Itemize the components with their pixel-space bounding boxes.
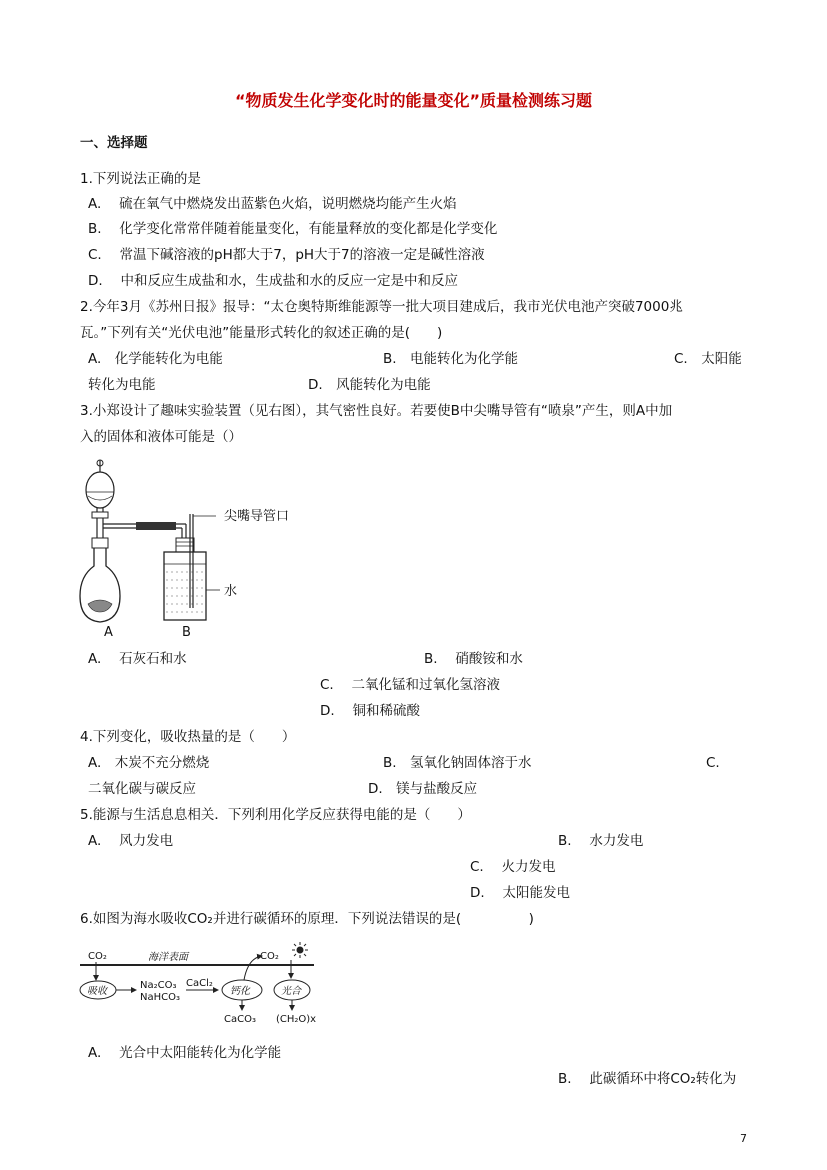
q3-apparatus-figure (78, 458, 318, 640)
q2-option-c: C. 太阳能 (674, 351, 742, 367)
q2-option-d: D. 风能转化为电能 (308, 377, 431, 393)
q4-stem: 4.下列变化，吸收热量的是（ ） (80, 729, 296, 745)
q3-option-b: B. 硝酸铵和水 (424, 651, 523, 667)
q3-stem-line2: 入的固体和液体可能是（） (80, 429, 242, 445)
q6-label-surface: 海洋表面 (148, 952, 188, 963)
q3-label-tip: 尖嘴导管口 (224, 509, 290, 524)
sun-icon (292, 942, 308, 958)
q1-stem: 1.下列说法正确的是 (80, 171, 201, 187)
q6-label-co2-left: CO₂ (88, 951, 107, 962)
q4-option-b: B. 氢氧化钠固体溶于水 (383, 755, 532, 771)
q3-label-water: 水 (224, 584, 238, 599)
q6-label-caco3: CaCO₃ (224, 1014, 256, 1025)
q5-option-b: B. 水力发电 (558, 833, 644, 849)
q5-stem: 5.能源与生活息息相关．下列利用化学反应获得电能的是（ ） (80, 807, 471, 823)
q2-stem-line2: 瓦。”下列有关“光伏电池”能量形式转化的叙述正确的是( ) (80, 325, 443, 341)
q1-option-c: C. 常温下碱溶液的pH都大于7，pH大于7的溶液一定是碱性溶液 (88, 247, 485, 263)
q2-option-a: A. 化学能转化为电能 (88, 351, 223, 367)
q1-option-a: A. 硫在氧气中燃烧发出蓝紫色火焰，说明燃烧均能产生火焰 (88, 196, 457, 212)
q3-option-d: D. 铜和稀硫酸 (320, 703, 420, 719)
q3-label-a: A (104, 625, 113, 640)
q6-label-absorb: 吸收 (87, 986, 107, 997)
q1-option-d: D. 中和反应生成盐和水，生成盐和水的反应一定是中和反应 (88, 273, 458, 289)
q6-label-cacl2: CaCl₂ (186, 978, 213, 989)
q2-stem-line1: 2.今年3月《苏州日报》报导：“太仓奥特斯维能源等一批大项目建成后，我市光伏电池产突破7000兆 (80, 299, 683, 315)
q5-option-c: C. 火力发电 (470, 859, 556, 875)
q1-option-b: B. 化学变化常常伴随着能量变化，有能量释放的变化都是化学变化 (88, 221, 498, 237)
q4-option-c-cont: 二氧化碳与碳反应 (88, 781, 196, 797)
q2-option-c-cont: 转化为电能 (88, 377, 156, 393)
q4-option-d: D. 镁与盐酸反应 (368, 781, 478, 797)
q3-option-a: A. 石灰石和水 (88, 651, 187, 667)
q6-label-photo: 光合 (281, 986, 301, 997)
q3-option-c: C. 二氧化锰和过氧化氢溶液 (320, 677, 501, 693)
page-title: “物质发生化学变化时的能量变化”质量检测练习题 (234, 91, 593, 110)
q5-option-d: D. 太阳能发电 (470, 885, 570, 901)
q6-option-a: A. 光合中太阳能转化为化学能 (88, 1045, 282, 1061)
q3-label-b: B (182, 625, 191, 640)
q6-label-calcify: 钙化 (230, 986, 250, 997)
q3-stem-line1: 3.小郑设计了趣味实验装置（见右图），其气密性良好。若要使B中尖嘴导管有“喷泉”产生，则A中加 (80, 403, 673, 419)
q4-option-c: C. (706, 755, 720, 771)
q6-label-ch2o: (CH₂O)x (276, 1014, 317, 1025)
q6-label-co2-right: CO₂ (260, 951, 279, 962)
q6-label-na2co3: Na₂CO₃ (140, 980, 177, 991)
q6-stem: 6.如图为海水吸收CO₂并进行碳循环的原理．下列说法错误的是( ) (80, 911, 534, 927)
q6-label-nahco3: NaHCO₃ (140, 992, 180, 1003)
page-number: 7 (740, 1132, 747, 1145)
q5-option-a: A. 风力发电 (88, 833, 174, 849)
q6-option-b: B. 此碳循环中将CO₂转化为 (558, 1071, 737, 1087)
section-heading: 一、选择题 (80, 135, 148, 151)
q4-option-a: A. 木炭不充分燃烧 (88, 755, 210, 771)
q2-option-b: B. 电能转化为化学能 (383, 351, 519, 367)
q6-carbon-cycle-diagram (78, 940, 338, 1032)
